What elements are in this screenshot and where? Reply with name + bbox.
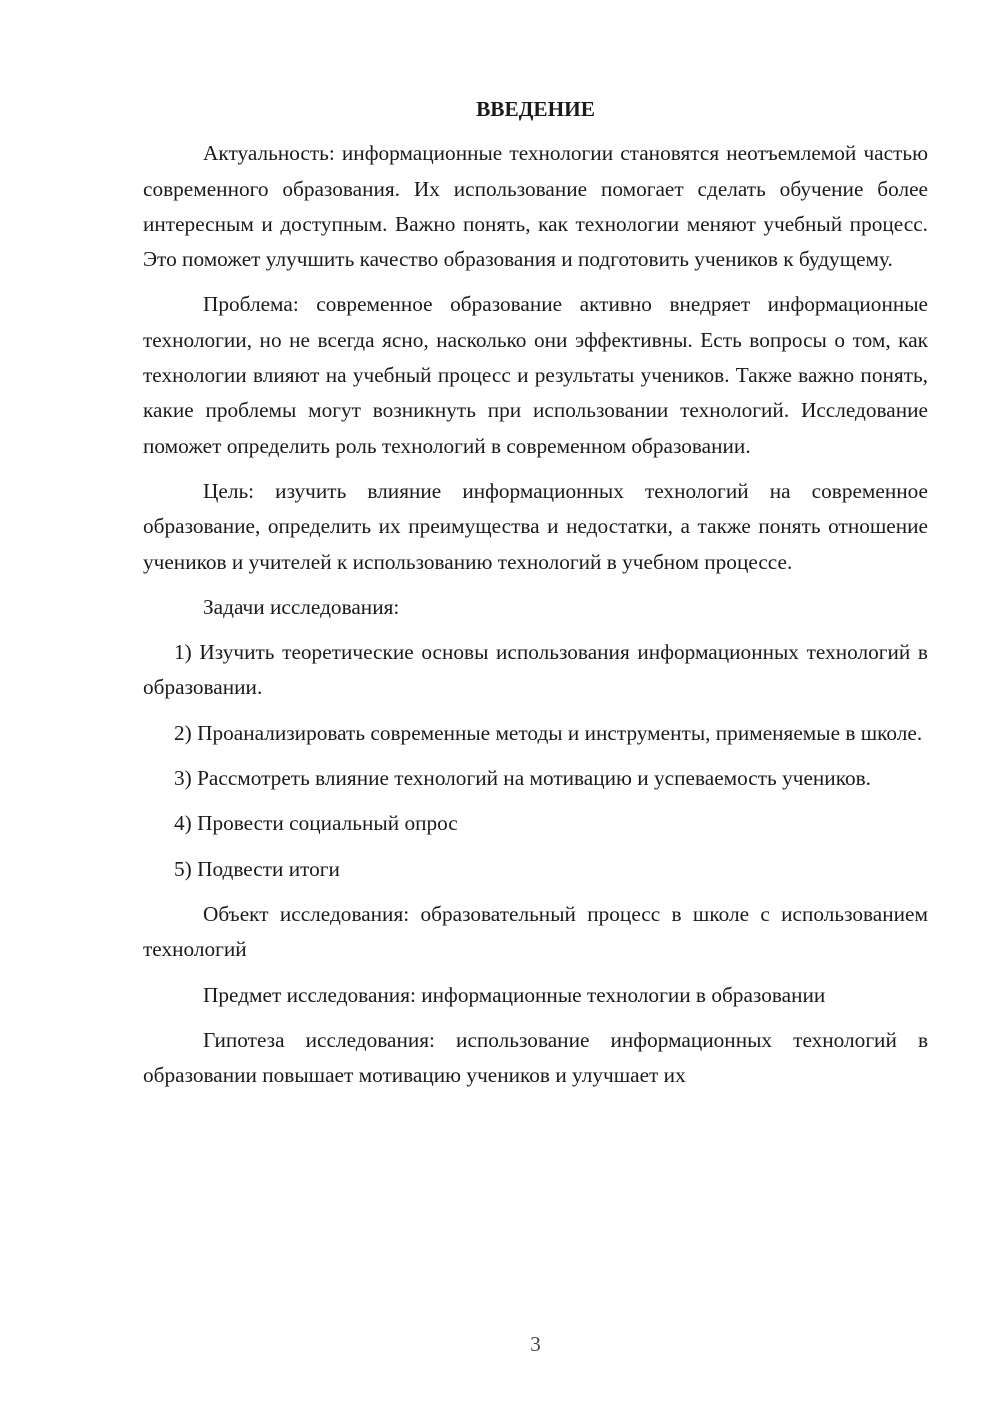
paragraph-object: Объект исследования: образовательный процесс в школе с использованием технологий xyxy=(143,901,928,962)
paragraph-relevance: Актуальность: информационные технологии становятся неотъемлемой частью современного образования. Их использование помогает сделать обучение более интересным и доступным. Важно понять, как технологии меняют учебный процесс. Это поможет улучшить качество образования и подготовить учеников к будущему. xyxy=(143,141,928,272)
tasks-heading: Задачи исследования: xyxy=(203,594,400,619)
list-item: 5) Подвести итоги xyxy=(174,856,340,881)
paragraph-hypothesis: Гипотеза исследования: использование информационных технологий в образовании повышает мотивацию учеников и улучшает их xyxy=(143,1027,928,1088)
paragraph-subject: Предмет исследования: информационные технологии в образовании xyxy=(203,982,826,1007)
paragraph-problem: Проблема: современное образование активно внедряет информационные технологии, но не всегда ясно, насколько они эффективны. Есть вопросы о том, как технологии влияют на учебный процесс и результаты учеников. Также важно понять, какие проблемы могут возникнуть при использовании технологий. Исследование поможет определить роль технологий в современном образовании. xyxy=(143,292,928,458)
list-item: 4) Провести социальный опрос xyxy=(174,811,458,836)
list-item: 3) Рассмотреть влияние технологий на мотивацию и успеваемость учеников. xyxy=(174,766,871,791)
list-item: 2) Проанализировать современные методы и инструменты, применяемые в школе. xyxy=(174,720,923,745)
document-page xyxy=(143,92,928,1103)
tasks-list xyxy=(143,635,928,887)
page-number: 3 xyxy=(530,1332,541,1356)
page-title: ВВЕДЕНИЕ xyxy=(476,97,595,121)
paragraph-goal: Цель: изучить влияние информационных технологий на современное образование, определить их преимущества и недостатки, а также понять отношение учеников и учителей к использованию технологий в учебном процессе. xyxy=(143,478,928,574)
list-item: 1) Изучить теоретические основы использования информационных технологий в образовании. xyxy=(143,640,928,700)
